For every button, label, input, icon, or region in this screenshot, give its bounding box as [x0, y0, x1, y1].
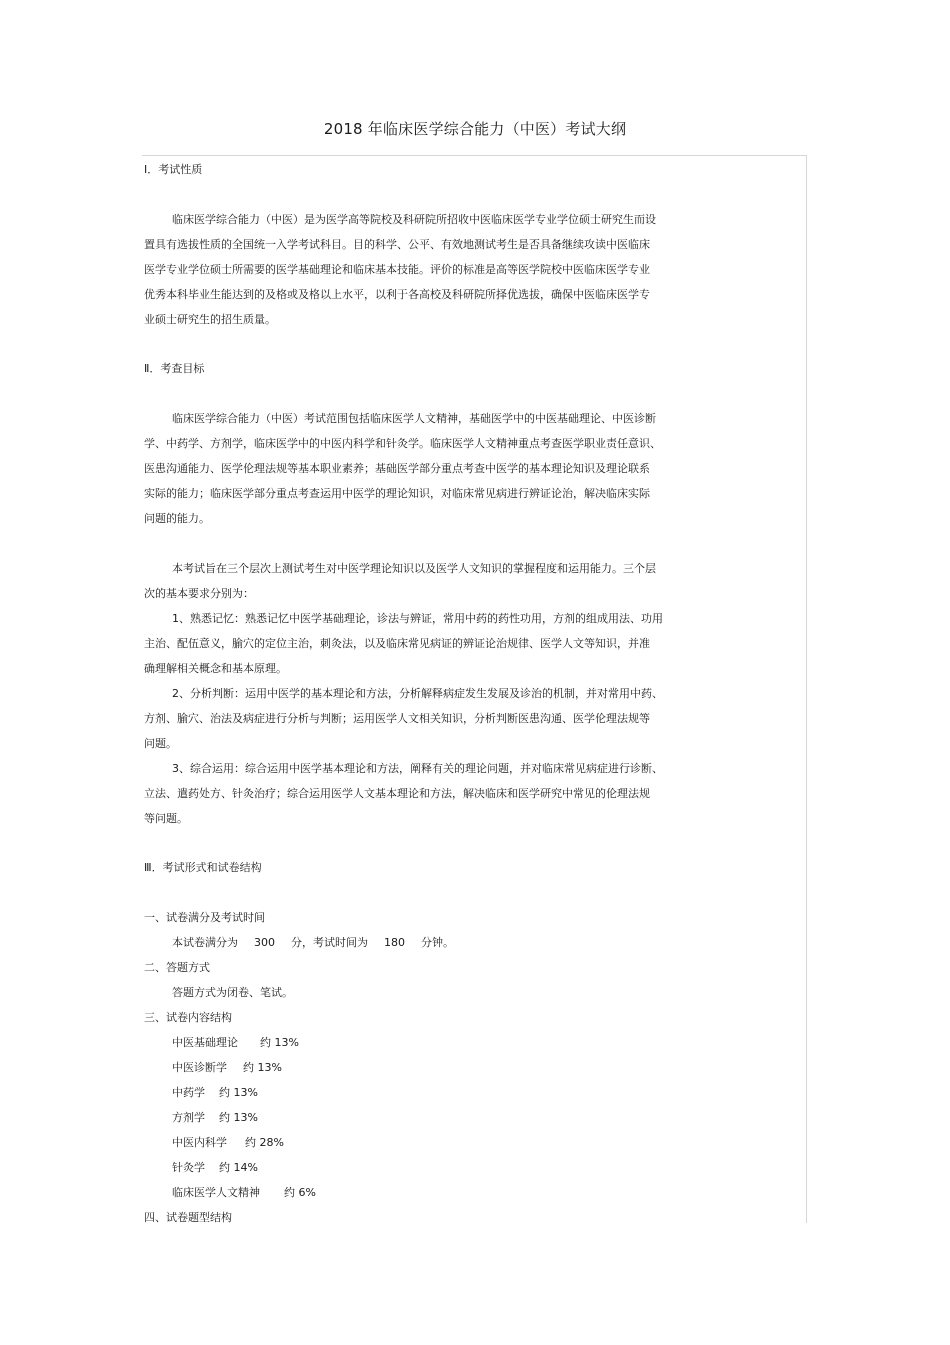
paragraph-line: 本考试旨在三个层次上测试考生对中医学理论知识以及医学人文知识的掌握程度和运用能力。三个层	[172, 562, 656, 575]
content-structure-item	[144, 1105, 710, 1130]
paragraph-line: 医学专业学位硕士所需要的医学基础理论和临床基本技能。评价的标准是高等医学院校中医临床医学专业	[144, 263, 650, 276]
paragraph-line: 实际的能力；临床医学部分重点考查运用中医学的理论知识，对临床常见病进行辨证论治，解决临床实际	[144, 487, 650, 500]
subject-share: 约 13%	[219, 1086, 258, 1099]
subject-name: 中医基础理论	[172, 1036, 238, 1049]
section-2-paragraph-2	[144, 556, 710, 606]
paragraph-line: 问题。	[144, 737, 177, 750]
section-heading-2: Ⅱ．考查目标	[144, 362, 205, 375]
exam-minutes-value: 180	[384, 936, 405, 949]
content-structure-item	[144, 1080, 710, 1105]
score-time-line	[144, 930, 710, 955]
subsection-heading-answer-mode: 二、答题方式	[144, 961, 210, 974]
subject-share: 约 13%	[219, 1111, 258, 1124]
paragraph-line: 立法、遣药处方、针灸治疗；综合运用医学人文基本理论和方法，解决临床和医学研究中常见的伦理法规	[144, 787, 650, 800]
content-structure-item	[144, 1030, 710, 1055]
content-structure-item	[144, 1055, 710, 1080]
paragraph-line: 学、中药学、方剂学，临床医学中的中医内科学和针灸学。临床医学人文精神重点考查医学职业责任意识、	[144, 437, 661, 450]
document-title: 2018 年临床医学综合能力（中医）考试大纲	[323, 120, 627, 138]
subject-share: 约 13%	[243, 1061, 282, 1074]
document-body	[144, 157, 710, 1230]
paragraph-line: 优秀本科毕业生能达到的及格或及格以上水平，以利于各高校及科研院所择优选拔，确保中医临床医学专	[144, 288, 650, 301]
paragraph-line: 3、综合运用：综合运用中医学基本理论和方法，阐释有关的理论问题，并对临床常见病症进行诊断、	[172, 762, 663, 775]
requirement-item-3	[144, 756, 710, 831]
subsection-heading-score-time: 一、试卷满分及考试时间	[144, 911, 265, 924]
subsection-heading-question-types: 四、试卷题型结构	[144, 1211, 232, 1224]
paragraph-line: 主治、配伍意义，腧穴的定位主治，刺灸法，以及临床常见病证的辨证论治规律、医学人文等知识，并准	[144, 637, 650, 650]
paragraph-line: 临床医学综合能力（中医）是为医学高等院校及科研院所招收中医临床医学专业学位硕士研究生而设	[172, 213, 656, 226]
subsection-heading-content-structure: 三、试卷内容结构	[144, 1011, 232, 1024]
section-1-paragraph	[144, 207, 710, 332]
section-2-paragraph-1	[144, 406, 710, 531]
subject-share: 约 6%	[284, 1186, 316, 1199]
content-structure-item	[144, 1130, 710, 1155]
paragraph-line: 医患沟通能力、医学伦理法规等基本职业素养；基础医学部分重点考查中医学的基本理论知识及理论联系	[144, 462, 650, 475]
content-structure-item	[144, 1155, 710, 1180]
subject-share: 约 13%	[260, 1036, 299, 1049]
subject-name: 中药学	[172, 1086, 205, 1099]
content-structure-list	[144, 1030, 710, 1205]
section-heading-1: Ⅰ．考试性质	[144, 163, 203, 176]
subject-name: 中医内科学	[172, 1136, 227, 1149]
paragraph-line: 次的基本要求分别为：	[144, 587, 254, 600]
paragraph-line: 确理解相关概念和基本原理。	[144, 662, 287, 675]
answer-mode-text: 答题方式为闭卷、笔试。	[172, 986, 293, 999]
score-text-3: 分钟。	[421, 936, 454, 949]
frame-top-border	[142, 155, 806, 156]
subject-share: 约 14%	[219, 1161, 258, 1174]
paragraph-line: 业硕士研究生的招生质量。	[144, 313, 276, 326]
section-heading-3: Ⅲ．考试形式和试卷结构	[144, 861, 262, 874]
score-text-1: 本试卷满分为	[172, 936, 238, 949]
paragraph-line: 置具有选拔性质的全国统一入学考试科目。目的科学、公平、有效地测试考生是否具备继续攻读中医临床	[144, 238, 650, 251]
subject-name: 中医诊断学	[172, 1061, 227, 1074]
paragraph-line: 等问题。	[144, 812, 188, 825]
requirement-item-1	[144, 606, 710, 681]
subject-share: 约 28%	[245, 1136, 284, 1149]
paragraph-line: 1、熟悉记忆：熟悉记忆中医学基础理论，诊法与辨证，常用中药的药性功用，方剂的组成用法、功用	[172, 612, 663, 625]
subject-name: 针灸学	[172, 1161, 205, 1174]
content-structure-item	[144, 1180, 710, 1205]
score-text-2: 分，考试时间为	[291, 936, 368, 949]
subject-name: 方剂学	[172, 1111, 205, 1124]
paragraph-line: 临床医学综合能力（中医）考试范围包括临床医学人文精神，基础医学中的中医基础理论、中医诊断	[172, 412, 656, 425]
paragraph-line: 方剂、腧穴、治法及病症进行分析与判断；运用医学人文相关知识，分析判断医患沟通、医学伦理法规等	[144, 712, 650, 725]
subject-name: 临床医学人文精神	[172, 1186, 260, 1199]
frame-right-border	[806, 155, 807, 1223]
paragraph-line: 问题的能力。	[144, 512, 210, 525]
paragraph-line: 2、分析判断：运用中医学的基本理论和方法，分析解释病症发生发展及诊治的机制，并对常用中药、	[172, 687, 663, 700]
requirement-item-2	[144, 681, 710, 756]
full-score-value: 300	[254, 936, 275, 949]
